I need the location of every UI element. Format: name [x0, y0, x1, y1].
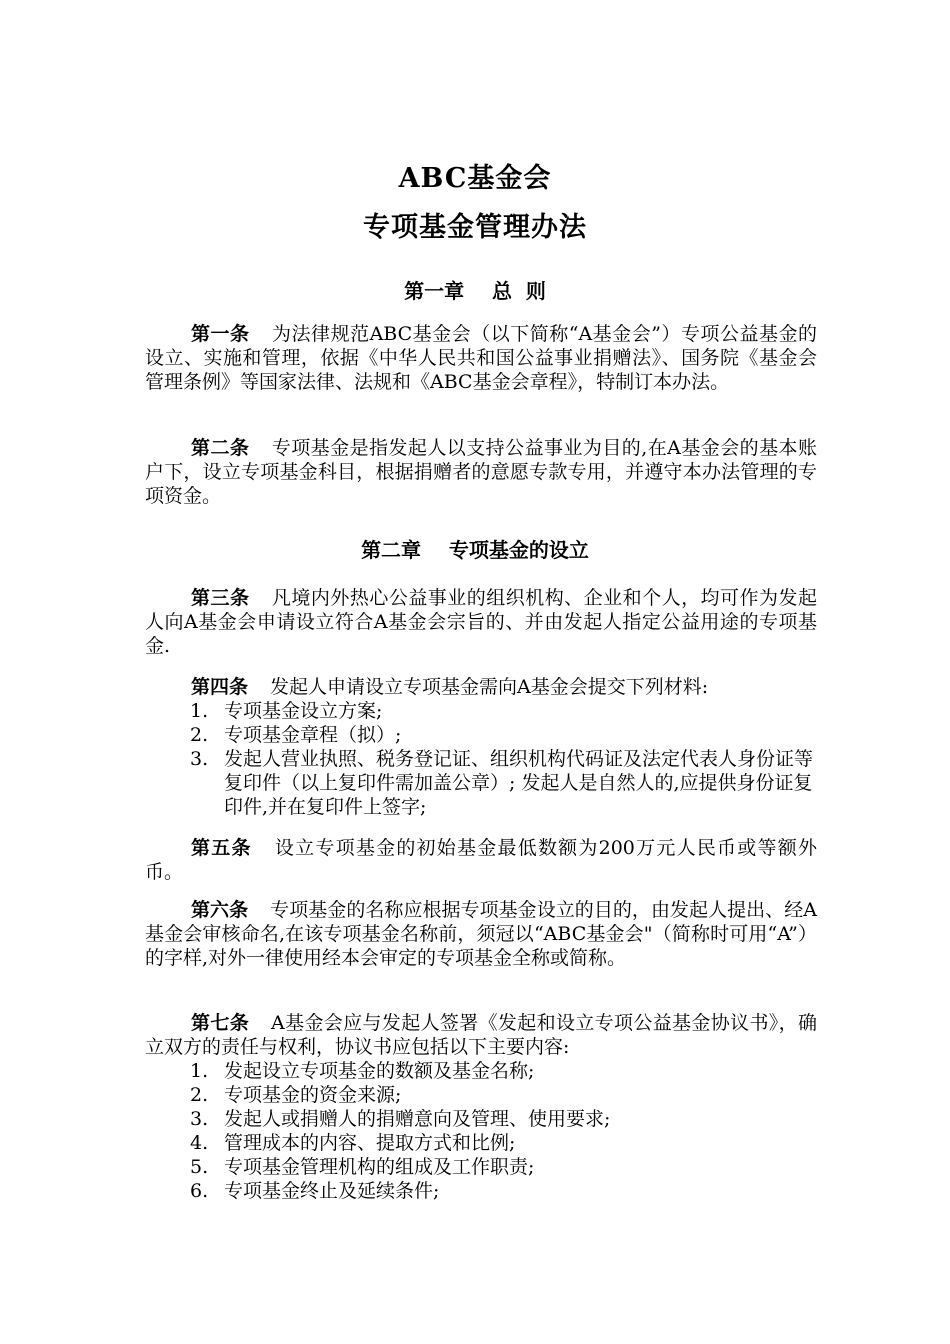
list-item-number: 4.	[190, 1132, 209, 1154]
list-item	[190, 747, 817, 819]
article-text: 凡境内外热心公益事业的组织机构、企业和个人，均可作为发起人向A基金会申请设立符合A基金会宗旨的、并由发起人指定公益用途的专项基金.	[145, 587, 817, 657]
article-5	[145, 836, 817, 884]
document-title-main: 专项基金管理办法	[363, 212, 587, 243]
list-item	[190, 1059, 817, 1083]
list-item-number: 1.	[190, 1060, 209, 1082]
list-item	[190, 723, 817, 747]
list-item-number: 2.	[190, 1084, 209, 1106]
article-text: A基金会应与发起人签署《发起和设立专项公益基金协议书》，确立双方的责任与权利，协议书应包括以下主要内容:	[145, 1012, 817, 1058]
article-7	[145, 1011, 817, 1059]
list-item-number: 5.	[190, 1156, 209, 1178]
list-item-number: 6.	[190, 1180, 209, 1202]
article-text: 专项基金的名称应根据专项基金设立的目的，由发起人提出、经A基金会审核命名,在该专项基金名称前，须冠以“ABC基金会"（简称时可用“A”）的字样,对外一律使用经本会审定的专项基金全称或简称。	[145, 899, 817, 969]
list-item-text: 发起设立专项基金的数额及基金名称;	[224, 1060, 535, 1082]
list-item	[190, 1083, 817, 1107]
chapter-heading-1: 第一章 总 则	[404, 279, 546, 303]
article-label: 第四条	[191, 676, 249, 698]
document-title-org: ABC基金会	[398, 163, 552, 194]
list-item-text: 专项基金终止及延续条件;	[224, 1180, 440, 1202]
list-item-text: 专项基金设立方案;	[224, 700, 383, 722]
article-2	[145, 436, 817, 508]
article-text: 专项基金是指发起人以支持公益事业为目的,在A基金会的基本账户下，设立专项基金科目，根据捐赠者的意愿专款专用，并遵守本办法管理的专项资金。	[145, 437, 817, 507]
list-item-text: 发起人或捐赠人的捐赠意向及管理、使用要求;	[224, 1108, 611, 1130]
list-item-text: 专项基金的资金来源;	[224, 1084, 402, 1106]
article-text: 设立专项基金的初始基金最低数额为200万元人民币或等额外币。	[145, 837, 817, 883]
list-item	[190, 1155, 817, 1179]
article-text: 发起人申请设立专项基金需向A基金会提交下列材料:	[270, 676, 709, 698]
list-item-text: 发起人营业执照、税务登记证、组织机构代码证及法定代表人身份证等复印件（以上复印件需加盖公章）; 发起人是自然人的,应提供身份证复印件,并在复印件上签字;	[224, 748, 814, 818]
article-3	[145, 586, 817, 658]
list-item-number: 1.	[190, 700, 209, 722]
list-item	[190, 1131, 817, 1155]
article-4-material-list	[190, 699, 817, 819]
article-7-content-list	[190, 1059, 817, 1203]
list-item	[190, 1107, 817, 1131]
list-item-number: 2.	[190, 724, 209, 746]
article-label: 第二条	[191, 437, 250, 459]
article-label: 第三条	[191, 587, 250, 609]
list-item-number: 3.	[190, 748, 209, 770]
article-4	[145, 675, 817, 699]
article-1	[145, 322, 817, 394]
list-item	[190, 1179, 817, 1203]
article-label: 第一条	[191, 323, 250, 345]
article-text: 为法律规范ABC基金会（以下简称“A基金会”）专项公益基金的设立、实施和管理，依据《中华人民共和国公益事业捐赠法》、国务院《基金会管理条例》等国家法律、法规和《ABC基金会章程》，特制订本办法。	[145, 323, 817, 393]
list-item-text: 管理成本的内容、提取方式和比例;	[224, 1132, 516, 1154]
article-label: 第五条	[191, 837, 252, 859]
article-6	[145, 898, 817, 970]
list-item-text: 专项基金章程（拟）;	[224, 724, 402, 746]
article-label: 第六条	[191, 899, 249, 921]
list-item-text: 专项基金管理机构的组成及工作职责;	[224, 1156, 535, 1178]
chapter-heading-2: 第二章 专项基金的设立	[361, 538, 589, 562]
list-item	[190, 699, 817, 723]
list-item-number: 3.	[190, 1108, 209, 1130]
article-label: 第七条	[191, 1012, 250, 1034]
